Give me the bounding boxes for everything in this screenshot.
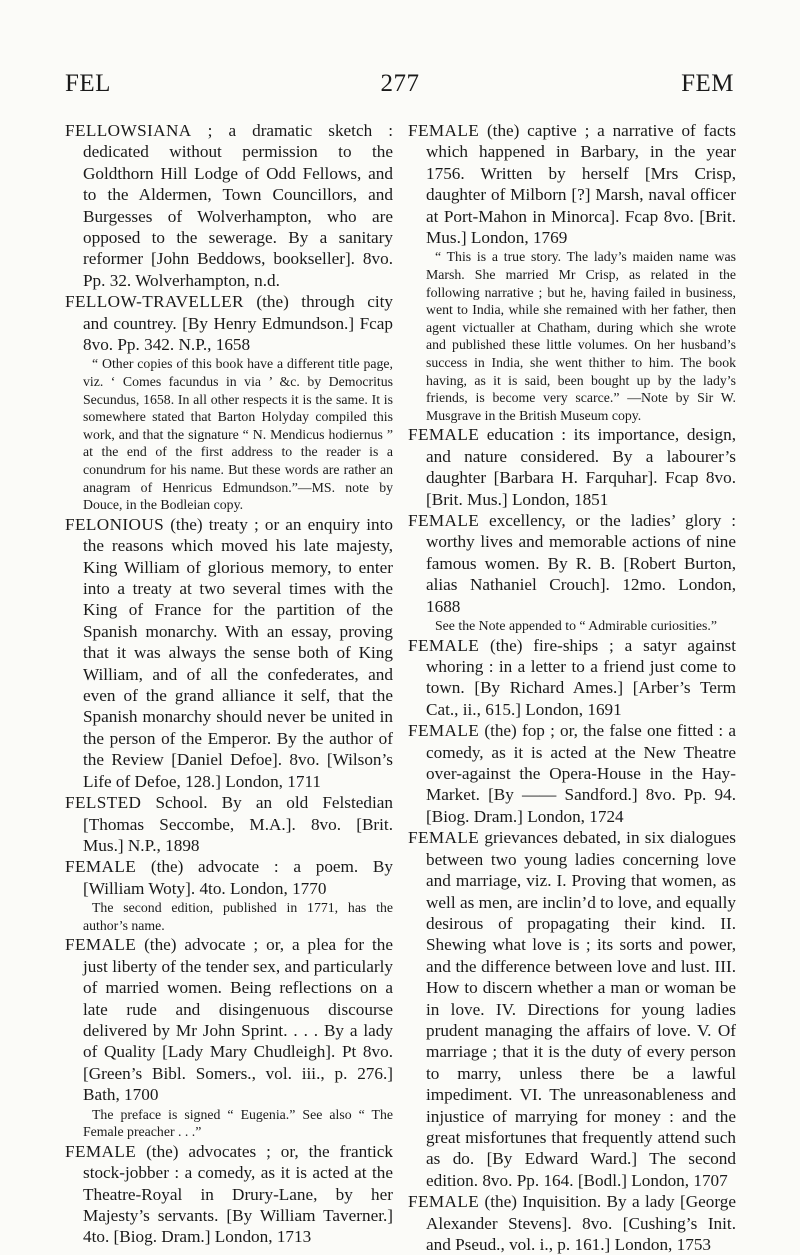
header-left-word: FEL — [65, 70, 111, 97]
bibliography-entry — [65, 514, 393, 792]
bibliography-entry — [408, 720, 736, 827]
entry-headword: FELONIOUS — [65, 514, 165, 534]
entry-headword: FELLOWSIANA — [65, 121, 192, 140]
entry-headword: FEMALE — [408, 425, 480, 445]
entry-headword: FELSTED — [65, 793, 142, 813]
bibliography-entry — [408, 510, 736, 617]
entry-text: (the) through city and countrey. [By Henry Edmundson.] Fcap 8vo. Pp. 342. N.P., 1658 — [83, 292, 393, 355]
entry-text: School. By an old Felstedian [Thomas Seccombe, M.A.]. 8vo. [Brit. Mus.] N.P., 1898 — [83, 793, 393, 855]
entry-headword: FEMALE — [65, 857, 137, 877]
entry-note: “ Other copies of this book have a different title page, viz. ‘ Comes facundus in via ’ &c. by Democritus Secundus, 1658. In all other respects it is the same. It is somewhere stated that Barton Holyday compiled this work, and that the signature “ N. Mendicus hodiernus ” at the end of the first address to the reader is a conundrum for his name. But these words are rather an anagram of Henricus Edmundson.”—MS. note by Douce, in the Bodleian copy. — [83, 356, 393, 513]
header-right-word: FEM — [681, 70, 734, 97]
entry-headword: FEMALE — [65, 935, 137, 955]
entry-headword: FEMALE — [65, 1141, 137, 1161]
entry-headword: FEMALE — [408, 721, 480, 741]
bibliography-entry — [65, 1141, 393, 1248]
right-column — [408, 120, 736, 1255]
bibliography-entry — [65, 856, 393, 899]
entry-text: ; a dramatic sketch : dedicated without permission to the Goldthorn Hill Lodge of Odd Fellows, and to the Aldermen, Town Councillors, and Burgesses of Wolverhampton, who are opposed to the sewerage. By a sanitary reformer [John Beddows, bookseller]. 8vo. Pp. 32. Wolverhampton, n.d. — [83, 121, 393, 290]
bibliography-entry — [408, 1191, 736, 1255]
entry-text: (the) captive ; a narrative of facts which happened in Barbary, in the year 1756. Written by herself [Mrs Crisp, daughter of Milborn [?] Marsh, naval officer at Port-Mahon in Minorca]. Fcap 8vo. [Brit. Mus.] London, 1769 — [426, 121, 736, 248]
bibliography-entry — [408, 120, 736, 248]
entry-text: (the) fop ; or, the false one fitted : a comedy, as it is acted at the New Theatre over-against the Opera-House in the Hay-Market. [By —— Sandford.] 8vo. Pp. 94. [Biog. Dram.] London, 1724 — [426, 721, 736, 826]
entry-headword: FEMALE — [408, 511, 480, 530]
bibliography-entry — [65, 291, 393, 355]
entry-headword: FEMALE — [408, 635, 480, 655]
entry-note: The second edition, published in 1771, has the author’s name. — [83, 900, 393, 933]
entry-note: See the Note appended to “ Admirable curiosities.” — [435, 618, 717, 634]
bibliography-entry — [65, 120, 393, 291]
entry-note: “ This is a true story. The lady’s maiden name was Marsh. She married Mr Crisp, as related in the following narrative ; but he, having failed in business, went to India, while she remained with her father, then agent victualler at Chatham, during which she wrote and published these little volumes. On her husband’s success in India, she went thither to him. The book having, as it is said, been bought up by the lady’s friends, is become very scarce.” —Note by Sir W. Musgrave in the British Museum copy. — [426, 249, 736, 423]
entry-text: (the) fire-ships ; a satyr against whoring : in a letter to a friend just come to town. [By Richard Ames.] [Arber’s Term Cat., ii., 615.] London, 1691 — [426, 635, 736, 719]
entry-headword: FELLOW-TRAVELLER — [65, 292, 244, 312]
running-header — [0, 0, 800, 100]
entry-text: (the) Inquisition. By a lady [George Alexander Stevens]. 8vo. [Cushing’s Init. and Pseud., vol. i., p. 161.] London, 1753 — [426, 1192, 736, 1254]
entry-text: excellency, or the ladies’ glory : worthy lives and memorable actions of nine famous women. By R. B. [Robert Burton, alias Nathaniel Crouch]. 12mo. London, 1688 — [426, 511, 736, 616]
entry-text: grievances debated, in six dialogues between two young ladies concerning love and marriage, viz. I. Proving that women, as well as men, are inclin’d to love, and equally desirous of propagating their kind. II. Shewing what love is ; its sorts and power, and the difference between love and lust. III. How to discern whether a man or woman be in love. IV. Directions for young ladies prudent managing the affairs of love. V. Of marriage ; that it is the duty of every person to marry, unless there be a lawful impediment. VI. The unreasonableness and injustice of marrying for money : and the great misfortunes that frequently attend such as do. [By Edward Ward.] The second edition. 8vo. Pp. 164. [Bodl.] London, 1707 — [426, 828, 736, 1190]
bibliography-entry — [408, 424, 736, 510]
entry-text: (the) treaty ; or an enquiry into the reasons which moved his late majesty, King William of glorious memory, to enter into a treaty at two several times with the King of France for the partition of the Spanish monarchy. With an essay, proving that it was always the sense both of King William, and of all the confederates, and even of the grand alliance it self, that the Spanish monarchy should never be united in the person of the Emperor. By the author of the Review [Daniel Defoe]. 8vo. [Wilson’s Life of Defoe, 128.] London, 1711 — [83, 514, 393, 791]
bibliography-entry — [65, 792, 393, 856]
entry-text: (the) advocate ; or, a plea for the just liberty of the tender sex, and particularly of married women. Being reflections on a late rude and disingenuous discourse delivered by Mr John Sprint. . . . By a lady of Quality [Lady Mary Chudleigh]. Pt 8vo. [Green’s Bibl. Somers., vol. iii., p. 276.] Bath, 1700 — [83, 935, 393, 1105]
entry-headword: FEMALE — [408, 1192, 480, 1212]
bibliography-entry — [408, 635, 736, 721]
entry-headword: FEMALE — [408, 121, 480, 140]
bibliography-entry — [65, 934, 393, 1105]
bibliography-entry — [408, 827, 736, 1191]
entry-text: (the) advocate : a poem. By [William Woty]. 4to. London, 1770 — [83, 857, 393, 898]
entry-note: The preface is signed “ Eugenia.” See also “ The Female preacher . . .” — [83, 1106, 393, 1140]
entry-text: (the) advocates ; or, the frantick stock-jobber : a comedy, as it is acted at the Theatre-Royal in Drury-Lane, by her Majesty’s servants. [By William Taverner.] 4to. [Biog. Dram.] London, 1713 — [83, 1141, 393, 1247]
entry-headword: FEMALE — [408, 828, 480, 848]
left-column — [65, 120, 393, 1248]
entry-text: education : its importance, design, and nature considered. By a labourer’s daughter [Barbara H. Farquhar]. Fcap 8vo. [Brit. Mus.] London, 1851 — [426, 425, 736, 509]
page-number: 277 — [380, 70, 420, 97]
